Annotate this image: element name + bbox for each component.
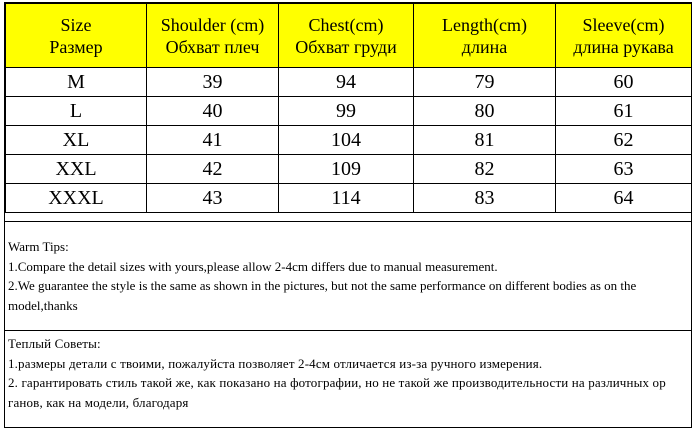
- header-size-ru: Размер: [49, 36, 103, 57]
- header-chest-en: Chest(cm): [308, 14, 384, 35]
- header-size: [6, 4, 147, 68]
- cell-length: 83: [414, 184, 556, 213]
- cell-shoulder: 40: [147, 97, 279, 126]
- table-row: [6, 184, 692, 213]
- cell-size: XXXL: [6, 184, 147, 213]
- cell-chest: 114: [279, 184, 414, 213]
- cell-chest: 104: [279, 126, 414, 155]
- cell-sleeve: 61: [556, 97, 692, 126]
- cell-size: L: [6, 97, 147, 126]
- size-chart-sheet: [4, 2, 692, 428]
- header-shoulder-en: Shoulder (cm): [160, 14, 265, 35]
- table-row: [6, 97, 692, 126]
- header-sleeve-en: Sleeve(cm): [582, 14, 665, 35]
- cell-length: 81: [414, 126, 556, 155]
- header-length-ru: длина: [461, 36, 508, 57]
- cell-size: M: [6, 68, 147, 97]
- cell-sleeve: 62: [556, 126, 692, 155]
- cell-shoulder: 39: [147, 68, 279, 97]
- header-length: [414, 4, 556, 68]
- table-row: [6, 155, 692, 184]
- header-length-en: Length(cm): [442, 14, 527, 35]
- tips-line2-en: 2.We guarantee the style is the same as shown in the pictures, but not the same performance on different bodies as on the model,thanks: [8, 278, 637, 313]
- warm-tips-english: [5, 221, 691, 331]
- cell-length: 80: [414, 97, 556, 126]
- cell-chest: 99: [279, 97, 414, 126]
- tips-title-ru: Теплый Советы:: [8, 336, 101, 351]
- cell-chest: 109: [279, 155, 414, 184]
- cell-length: 82: [414, 155, 556, 184]
- header-sleeve: [556, 4, 692, 68]
- cell-sleeve: 60: [556, 68, 692, 97]
- cell-shoulder: 43: [147, 184, 279, 213]
- cell-size: XL: [6, 126, 147, 155]
- cell-sleeve: 64: [556, 184, 692, 213]
- table-header-row: [6, 4, 692, 68]
- size-table: [5, 3, 692, 213]
- warm-tips-russian: [5, 331, 691, 429]
- tips-line2-ru: 2. гарантировать стиль такой же, как показано на фотографии, но не такой же производительности на различных ор ганов, как на модели, благодаря: [8, 375, 666, 410]
- cell-sleeve: 63: [556, 155, 692, 184]
- tips-line1-ru: 1.размеры детали с твоими, пожалуйста позволяет 2-4см отличается из-за ручного измерения.: [8, 355, 543, 371]
- cell-chest: 94: [279, 68, 414, 97]
- cell-shoulder: 41: [147, 126, 279, 155]
- cell-shoulder: 42: [147, 155, 279, 184]
- header-shoulder-ru: Обхват плеч: [165, 36, 260, 57]
- cell-size: XXL: [6, 155, 147, 184]
- header-size-en: Size: [60, 14, 92, 35]
- tips-line1-en: 1.Compare the detail sizes with yours,please allow 2-4cm differs due to manual measurement.: [8, 258, 498, 274]
- header-chest-ru: Обхват груди: [295, 36, 397, 57]
- header-shoulder: [147, 4, 279, 68]
- tips-title-en: Warm Tips:: [8, 239, 69, 254]
- table-row: [6, 126, 692, 155]
- header-sleeve-ru: длина рукава: [573, 36, 674, 57]
- cell-length: 79: [414, 68, 556, 97]
- header-chest: [279, 4, 414, 68]
- table-row: [6, 68, 692, 97]
